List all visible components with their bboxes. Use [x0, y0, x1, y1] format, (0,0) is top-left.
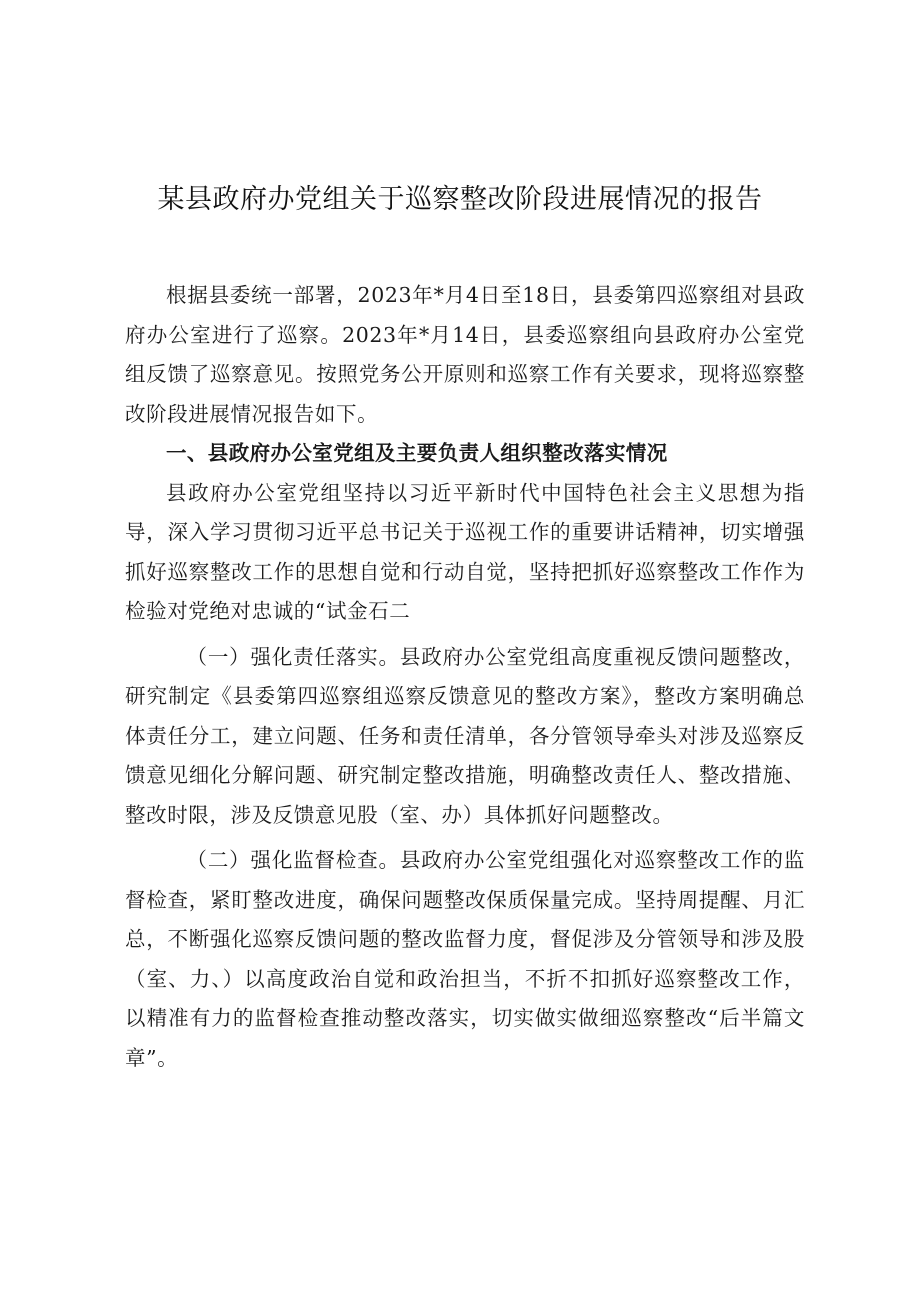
section-1-paragraph: 县政府办公室党组坚持以习近平新时代中国特色社会主义思想为指导，深入学习贯彻习近平总书记关于巡视工作的重要讲话精神，切实增强抓好巡察整改工作的思想自觉和行动自觉，坚持把抓好巡察整改工作作为检验对党绝对忠诚的“试金石二 — [125, 480, 805, 623]
section-1-heading: 一、县政府办公室党组及主要负责人组织整改落实情况 — [166, 441, 668, 465]
document-body — [125, 276, 805, 1078]
item-1-paragraph: （一）强化责任落实。县政府办公室党组高度重视反馈问题整改，研究制定《县委第四巡察组巡察反馈意见的整改方案》，整改方案明确总体责任分工，建立问题、任务和责任清单，各分管领导牵头对涉及巡察反馈意见细化分解问题、研究制定整改措施，明确整改责任人、整改措施、整改时限，涉及反馈意见股（室、办）具体抓好问题整改。 — [125, 644, 805, 827]
document-title: 某县政府办党组关于巡察整改阶段进展情况的报告 — [157, 184, 763, 215]
item-2-paragraph: （二）强化监督检查。县政府办公室党组强化对巡察整改工作的监督检查，紧盯整改进度，确保问题整改保质保量完成。坚持周提醒、月汇总，不断强化巡察反馈问题的整改监督力度，督促涉及分管领导和涉及股（室、力、）以高度政治自觉和政治担当，不折不扣抓好巡察整改工作，以精准有力的监督检查推动整改落实，切实做实做细巡察整改“后半篇文章”。 — [125, 848, 805, 1070]
intro-paragraph: 根据县委统一部署，2023年*月4日至18日，县委第四巡察组对县政府办公室进行了巡察。2023年*月14日，县委巡察组向县政府办公室党组反馈了巡察意见。按照党务公开原则和巡察工作有关要求，现将巡察整改阶段进展情况报告如下。 — [125, 283, 805, 426]
